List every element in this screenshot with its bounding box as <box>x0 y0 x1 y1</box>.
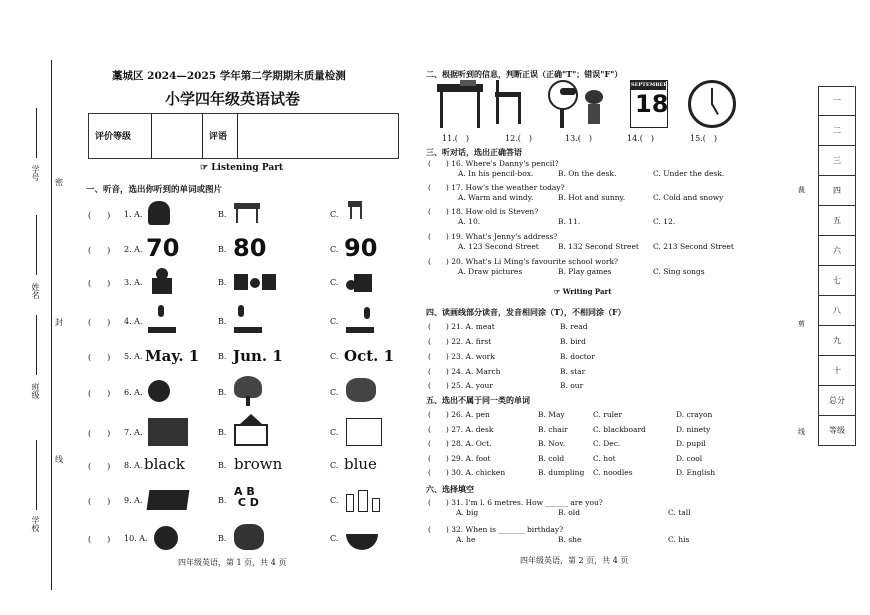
school-label: 学校 <box>31 516 40 532</box>
question-10: ( ) 10. A. B. C. <box>88 528 398 558</box>
section1-heading: 一、听音，选出你听到的单词或图片 <box>86 185 223 195</box>
item-11[interactable]: 11.( ) <box>442 134 469 143</box>
question-30: ( ) 30. A. chicken B. dumpling C. noodles D. English <box>428 468 716 477</box>
score-cell-grade: 等级 <box>818 416 856 446</box>
letters-abcd-icon: A B C D <box>234 485 259 509</box>
blackboard-icon <box>147 490 190 510</box>
question-20: ( ) 20. What's Li Ming's favourite school work? A. Draw pictures B. Play games C. Sing songs <box>428 257 705 276</box>
cloud-icon <box>346 378 376 402</box>
seal-char-feng: 封 <box>55 318 63 327</box>
question-8: ( ) 8. A. black B. brown C. blue <box>88 455 377 473</box>
page-1-footer: 四年级英语，第 1 页，共 4 页 <box>178 558 287 567</box>
binding-line <box>51 60 52 590</box>
question-21: ( ) 21. A. meat B. read <box>428 322 588 331</box>
classroom-icon <box>148 418 188 446</box>
score-cell-3: 三 <box>818 146 856 176</box>
school-blank <box>36 440 37 510</box>
score-cell-total: 总分 <box>818 386 856 416</box>
cut-char-zai: 裁 <box>798 186 805 194</box>
question-4: ( ) 4. A. B. C. <box>88 307 398 337</box>
section3-heading: 三、听对话，选出正确答语 <box>426 147 522 157</box>
school-building-icon <box>234 424 268 446</box>
date-oct-1: Oct. 1 <box>344 347 395 365</box>
question-29: ( ) 29. A. foot B. cold C. hot D. cool <box>428 454 703 463</box>
name-blank <box>36 215 37 275</box>
section5-heading: 五、选出不属于同一类的单词 <box>426 395 530 405</box>
writing-part-title: ☞ Writing Part <box>554 287 612 296</box>
name-label: 姓名 <box>31 283 40 299</box>
score-cell-9: 九 <box>818 326 856 356</box>
score-cell-5: 五 <box>818 206 856 236</box>
section4-heading: 四、读画线部分读音，发音相同涂（T），不相同涂（F） <box>426 307 626 317</box>
schoolbag-icon <box>148 201 170 225</box>
question-25: ( ) 25. A. your B. our <box>428 381 584 390</box>
cut-char-xian: 线 <box>798 428 805 436</box>
score-cell-10: 十 <box>818 356 856 386</box>
calendar-picture <box>630 80 668 128</box>
number-70: 70 <box>146 234 180 262</box>
item-12[interactable]: 12.( ) <box>505 134 532 143</box>
score-cell-7: 七 <box>818 266 856 296</box>
question-5: ( ) 5. A. May. 1 B. Jun. 1 C. Oct. 1 <box>88 347 395 365</box>
science-tubes-icon <box>346 494 354 512</box>
question-32: ( ) 32. When is _______ birthday? A. he B. she C. his <box>428 525 690 544</box>
question-28: ( ) 28. A. Oct. B. Nov. C. Dec. D. pupil <box>428 439 706 448</box>
student-number-label: 学号 <box>31 165 40 181</box>
score-cell-2: 二 <box>818 116 856 146</box>
playground-icon <box>346 418 382 446</box>
item-15[interactable]: 15.( ) <box>690 134 717 143</box>
class-label: 班级 <box>31 383 40 399</box>
listening-part-title: ☞ Listening Part <box>200 163 284 173</box>
fruit-icon <box>154 526 178 550</box>
student-number-blank <box>36 108 37 158</box>
word-brown: brown <box>234 455 283 473</box>
question-7: ( ) 7. A. B. C. <box>88 418 398 448</box>
seal-char-xian: 线 <box>55 455 63 464</box>
question-19: ( ) 19. What's Jenny's address? A. 123 Second Street B. 132 Second Street C. 213 Second Street <box>428 232 734 251</box>
cut-char-jian: 剪 <box>798 320 805 328</box>
question-31: ( ) 31. I'm l. 6 metres. How ______ are you? A. big B. old C. tall <box>428 498 691 517</box>
box-ball-on-icon <box>152 278 172 294</box>
eval-grade-label: 评价等级 <box>95 132 132 142</box>
tree-icon <box>234 376 262 398</box>
score-cell-6: 六 <box>818 236 856 266</box>
date-jun-1: Jun. 1 <box>233 347 283 365</box>
score-cell-8: 八 <box>818 296 856 326</box>
score-cell-1: 一 <box>818 86 856 116</box>
question-2: ( ) 2. A. 70 B. 80 C. 90 <box>88 234 378 262</box>
question-18: ( ) 18. How old is Steven? A. 10. B. 11. C. 12. <box>428 207 676 226</box>
question-9: ( ) 9. A. B. A B C D C. <box>88 490 398 520</box>
question-3: ( ) 3. A. B. C. <box>88 272 398 302</box>
date-may-1: May. 1 <box>145 347 200 365</box>
item-13[interactable]: 13.( ) <box>565 134 592 143</box>
box-ball-between-icon <box>234 274 248 290</box>
comment-label: 评语 <box>209 132 228 142</box>
question-1: ( ) 1. A. B. C. <box>88 205 398 235</box>
question-27: ( ) 27. A. desk B. chair C. blackboard D. ninety <box>428 425 711 434</box>
exam-header: 藁城区 2024—2025 学年第二学期期末质量检测 <box>112 70 346 82</box>
question-17: ( ) 17. How's the weather today? A. Warm and windy. B. Hot and sunny. C. Cold and snowy <box>428 183 724 202</box>
girl-picture <box>585 90 603 104</box>
vegetables-icon <box>234 524 264 550</box>
podium-third-icon <box>346 303 374 333</box>
question-23: ( ) 23. A. work B. doctor <box>428 352 595 361</box>
seal-char-mi: 密 <box>55 178 63 187</box>
calendar-month: SEPTEMBER <box>631 82 668 88</box>
word-blue: blue <box>344 455 377 473</box>
number-80: 80 <box>233 234 267 262</box>
evaluation-box <box>88 113 399 159</box>
exam-title: 小学四年级英语试卷 <box>165 90 301 108</box>
number-90: 90 <box>344 234 378 262</box>
question-6: ( ) 6. A. B. C. <box>88 380 398 410</box>
page-2-footer: 四年级英语，第 2 页，共 4 页 <box>520 556 629 565</box>
sun-icon <box>148 380 170 402</box>
question-26: ( ) 26. A. pen B. May C. ruler D. crayon <box>428 410 713 419</box>
question-24: ( ) 24. A. March B. star <box>428 367 586 376</box>
class-blank <box>36 315 37 375</box>
word-black: black <box>144 455 185 473</box>
tree-picture <box>548 80 578 110</box>
item-14[interactable]: 14.( ) <box>627 134 654 143</box>
question-22: ( ) 22. A. first B. bird <box>428 337 586 346</box>
score-cell-4: 四 <box>818 176 856 206</box>
section6-heading: 六、选择填空 <box>426 484 474 494</box>
calendar-day: 18 <box>635 90 669 118</box>
question-16: ( ) 16. Where's Danny's pencil? A. In his pencil-box. B. On the desk. C. Under the desk. <box>428 159 725 178</box>
noodle-bowl-icon <box>346 534 378 550</box>
section2-heading: 二、根据听到的信息，判断正误（正确"T"；错误"F"） <box>426 69 623 79</box>
